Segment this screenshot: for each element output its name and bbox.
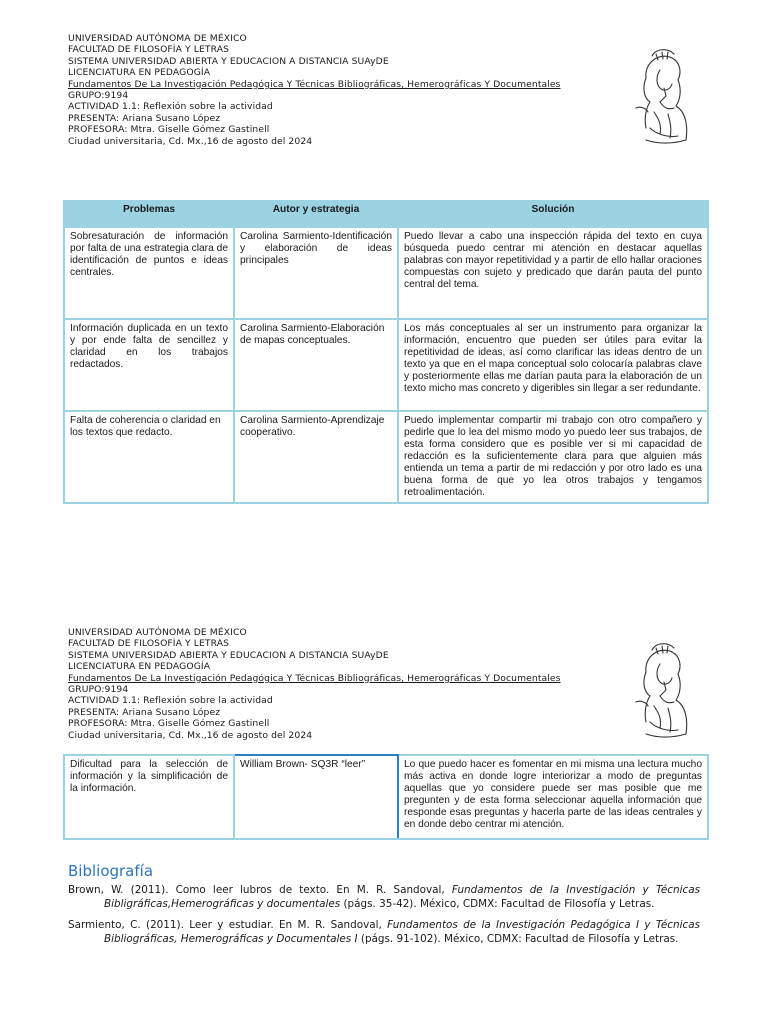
place-date: Ciudad universitaria, Cd. Mx.,16 de agosto del 2024 (68, 135, 313, 147)
system-name: SISTEMA UNIVERSIDAD ABIERTA Y EDUCACION A DISTANCIA SUAyDE (68, 55, 389, 67)
author-cell: Carolina Sarmiento-Aprendizaje cooperativo. (234, 411, 398, 503)
problem-cell: Sobresaturación de información por falta de una estrategia clara de identificación de puntos e ideas centrales. (64, 227, 234, 319)
table-row (64, 755, 708, 839)
problem-cell: Falta de coherencia o claridad en los textos que redacto. (64, 411, 234, 503)
degree-name: LICENCIATURA EN PEDAGOGÍA (68, 67, 211, 79)
column-header-author-strategy: Autor y estrategia (234, 201, 398, 227)
problems-table-continued (63, 754, 709, 840)
table-row (64, 227, 708, 319)
reference-title: Fundamentos de la Investigación y Técnicas Bibligráficas,Hemerográficas y documentales (104, 884, 700, 910)
solution-cell: Puedo llevar a cabo una inspección rápida del texto en cuya búsqueda puedo centrar mi atención en destacar aquellas palabras con mayor repetitividad y a partir de ello hallar oraciones compuestas con sujeto y predicado que darán pauta del punto central del tema. (398, 227, 708, 319)
professor-name: PROFESORA: Mtra. Giselle Gómez Gastinell (68, 124, 270, 136)
column-header-solution: Solución (398, 201, 708, 227)
reference-lead: Brown, W. (2011). Como leer lubros de texto. En M. R. Sandoval, (68, 884, 452, 896)
solution-cell: Los más conceptuales al ser un instrumento para organizar la información, encuentro que pueden ser útiles para evitar la repetitividad de ideas, así como clarificar las ideas dentro de un texto ya que en el mapa conceptual solo colocaría palabras clave y posteriormente ellas me darían pauta para la elaboración de un texto micho mas concreto y digeribles sin llegar a ser redundante. (398, 319, 708, 411)
document-header (68, 627, 628, 741)
system-name: SISTEMA UNIVERSIDAD ABIERTA Y EDUCACION A DISTANCIA SUAyDE (68, 649, 389, 661)
athena-crest-icon (616, 48, 696, 148)
course-name: Fundamentos De La Investigación Pedagógica Y Técnicas Bibliográficas, Hemerográficas Y Documentales (68, 672, 561, 684)
reference-tail: (págs. 35-42). México, CDMX: Facultad de Filosofía y Letras. (340, 898, 655, 910)
problems-table (63, 200, 709, 504)
university-name: UNIVERSIDAD AUTÓNOMA DE MÉXICO (68, 627, 247, 638)
table-row (64, 411, 708, 503)
professor-name: PROFESORA: Mtra. Giselle Gómez Gastinell (68, 718, 270, 730)
solution-cell: Lo que puedo hacer es fomentar en mi misma una lectura mucho más activa en donde logre interiorizar a modo de preguntas aquellas que yo considere puede ser mas posible que me pregunten y de esta forma seleccionar aquella información que responde esas preguntas y hacerla parte de las ideas centrales y en donde debo centrar mi atención. (398, 755, 708, 839)
presenter-name: PRESENTA: Ariana Susano López (68, 112, 221, 124)
place-date: Ciudad universitaria, Cd. Mx.,16 de agosto del 2024 (68, 729, 313, 741)
presenter-name: PRESENTA: Ariana Susano López (68, 706, 221, 718)
table-header-row (64, 201, 708, 227)
problem-cell: Dificultad para la selección de información y la simplificación de la información. (64, 755, 234, 839)
author-cell: Carolina Sarmiento-Elaboración de mapas conceptuales. (234, 319, 398, 411)
reference-lead: Sarmiento, C. (2011). Leer y estudiar. En M. R. Sandoval, (68, 919, 388, 931)
faculty-name: FACULTAD DE FILOSOFÍA Y LETRAS (68, 638, 230, 650)
group-number: GRUPO:9194 (68, 684, 129, 696)
bibliography-entry (68, 883, 700, 911)
reference-title: Fundamentos de la Investigación Pedagógica I y Técnicas Bibliográficas, Hemerográficas y Documentales I (104, 919, 700, 945)
solution-cell: Puedo implementar compartir mi trabajo con otro compañero y pedirle que lo lea del mismo modo yo puedo leer sus trabajos, de esta forma considero que es posible ver si mi capacidad de redacción es la suficientemente clara para que alguien más entienda un tema a partir de mi redacción y por otro lado es una buena forma de que yo lea otros trabajos y tengamos retroalimentación. (398, 411, 708, 503)
group-number: GRUPO:9194 (68, 90, 129, 102)
document-header (68, 33, 628, 147)
author-cell: William Brown- SQ3R “leer” (234, 755, 398, 839)
problem-cell: Información duplicada en un texto y por ende falta de sencillez y claridad en los trabajos redactados. (64, 319, 234, 411)
course-name: Fundamentos De La Investigación Pedagógica Y Técnicas Bibliográficas, Hemerográficas Y Documentales (68, 78, 561, 90)
column-header-problems: Problemas (64, 201, 234, 227)
degree-name: LICENCIATURA EN PEDAGOGÍA (68, 661, 211, 673)
author-cell: Carolina Sarmiento-Identificación y elaboración de ideas principales (234, 227, 398, 319)
athena-crest-icon (616, 642, 696, 742)
bibliography-heading: Bibliografía (68, 862, 154, 880)
reference-tail: (págs. 91-102). México, CDMX: Facultad de Filosofía y Letras. (357, 933, 679, 945)
table-row (64, 319, 708, 411)
activity-name: ACTIVIDAD 1.1: Reflexión sobre la actividad (68, 101, 273, 113)
faculty-name: FACULTAD DE FILOSOFÍA Y LETRAS (68, 44, 230, 56)
bibliography-entry (68, 918, 700, 946)
university-name: UNIVERSIDAD AUTÓNOMA DE MÉXICO (68, 33, 247, 44)
activity-name: ACTIVIDAD 1.1: Reflexión sobre la actividad (68, 695, 273, 707)
